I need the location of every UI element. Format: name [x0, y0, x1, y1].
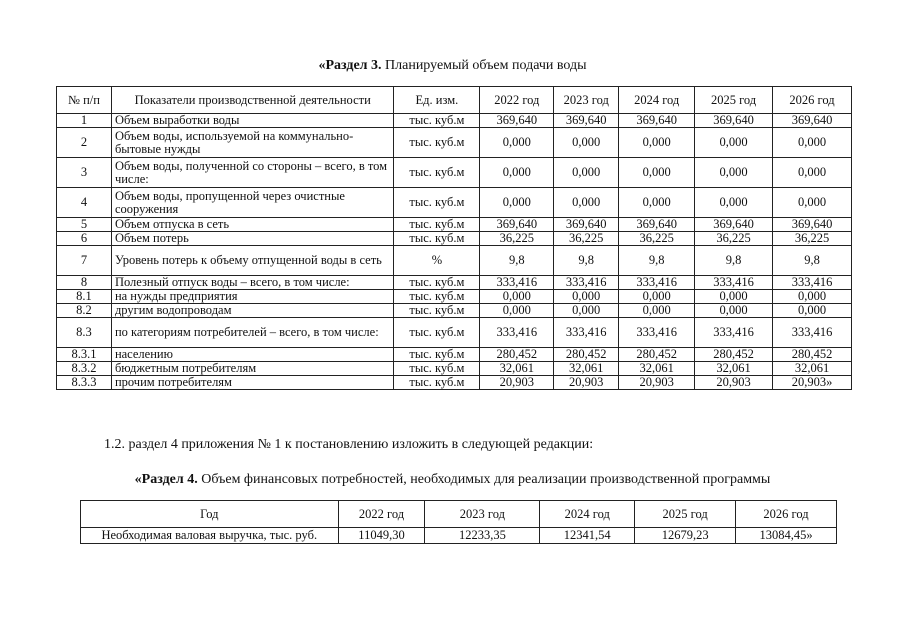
table-row	[57, 114, 852, 128]
value-cell: 280,452	[695, 348, 773, 362]
value-cell: 36,225	[695, 232, 773, 246]
section4-title	[0, 472, 905, 488]
value-cell: 9,8	[695, 246, 773, 276]
row-number: 8.3	[57, 318, 112, 348]
section3-title-rest: Планируемый объем подачи воды	[381, 58, 587, 73]
value-cell: 369,640	[619, 218, 695, 232]
row-number: 1	[57, 114, 112, 128]
table-row	[57, 376, 852, 390]
table-row	[57, 290, 852, 304]
column-header: 2023 год	[554, 87, 619, 114]
column-header: 2025 год	[635, 501, 736, 528]
table-row	[57, 348, 852, 362]
table-body	[57, 114, 852, 390]
column-header: Ед. изм.	[394, 87, 480, 114]
value-cell: 333,416	[480, 276, 554, 290]
water-supply-table	[56, 86, 852, 390]
column-header: № п/п	[57, 87, 112, 114]
value-cell: 0,000	[480, 128, 554, 158]
value-cell: 0,000	[619, 304, 695, 318]
row-number: 2	[57, 128, 112, 158]
value-cell: 12679,23	[635, 528, 736, 544]
table-row	[57, 318, 852, 348]
value-cell: 32,061	[619, 362, 695, 376]
table-row	[57, 158, 852, 188]
table-header-row	[57, 87, 852, 114]
value-cell: 280,452	[480, 348, 554, 362]
value-cell: 36,225	[480, 232, 554, 246]
value-cell: 0,000	[554, 128, 619, 158]
value-cell: 369,640	[554, 218, 619, 232]
indicator-name: Объем воды, пропущенной через очистные сооружения	[111, 188, 394, 218]
column-header: 2026 год	[773, 87, 852, 114]
value-cell: 0,000	[695, 158, 773, 188]
indicator-name: Объем выработки воды	[111, 114, 394, 128]
indicator-name: Объем потерь	[111, 232, 394, 246]
paragraph-text: 1.2. раздел 4 приложения № 1 к постановлению изложить в следующей редакции:	[104, 437, 594, 452]
value-cell: 20,903»	[773, 376, 852, 390]
table-row	[57, 246, 852, 276]
value-cell: 0,000	[695, 188, 773, 218]
indicator-name: населению	[111, 348, 394, 362]
value-cell: 0,000	[773, 188, 852, 218]
value-cell: 20,903	[554, 376, 619, 390]
column-header: 2022 год	[338, 501, 425, 528]
unit-cell: тыс. куб.м	[394, 318, 480, 348]
value-cell: 36,225	[619, 232, 695, 246]
value-cell: 280,452	[554, 348, 619, 362]
table-row	[57, 276, 852, 290]
value-cell: 280,452	[773, 348, 852, 362]
unit-cell: тыс. куб.м	[394, 304, 480, 318]
value-cell: 36,225	[554, 232, 619, 246]
value-cell: 333,416	[773, 276, 852, 290]
row-number: 8.3.1	[57, 348, 112, 362]
column-header: 2022 год	[480, 87, 554, 114]
row-label: Необходимая валовая выручка, тыс. руб.	[81, 528, 339, 544]
indicator-name: прочим потребителям	[111, 376, 394, 390]
value-cell: 0,000	[773, 158, 852, 188]
table-row	[57, 232, 852, 246]
value-cell: 369,640	[554, 114, 619, 128]
row-number: 5	[57, 218, 112, 232]
value-cell: 369,640	[773, 218, 852, 232]
value-cell: 333,416	[554, 318, 619, 348]
value-cell: 0,000	[695, 304, 773, 318]
unit-cell: тыс. куб.м	[394, 218, 480, 232]
value-cell: 0,000	[619, 158, 695, 188]
section3-title	[0, 58, 905, 74]
indicator-name: другим водопроводам	[111, 304, 394, 318]
indicator-name: по категориям потребителей – всего, в том числе:	[111, 318, 394, 348]
value-cell: 0,000	[695, 290, 773, 304]
indicator-name: Уровень потерь к объему отпущенной воды в сеть	[111, 246, 394, 276]
table-row	[81, 528, 837, 544]
table-row	[57, 362, 852, 376]
indicator-name: Полезный отпуск воды – всего, в том числе:	[111, 276, 394, 290]
row-number: 8.3.3	[57, 376, 112, 390]
column-header: 2026 год	[736, 501, 837, 528]
value-cell: 13084,45»	[736, 528, 837, 544]
value-cell: 0,000	[695, 128, 773, 158]
indicator-name: Объем воды, полученной со стороны – всего, в том числе:	[111, 158, 394, 188]
value-cell: 0,000	[480, 304, 554, 318]
value-cell: 32,061	[554, 362, 619, 376]
value-cell: 20,903	[619, 376, 695, 390]
value-cell: 0,000	[480, 188, 554, 218]
value-cell: 9,8	[619, 246, 695, 276]
unit-cell: тыс. куб.м	[394, 348, 480, 362]
unit-cell: тыс. куб.м	[394, 362, 480, 376]
value-cell: 0,000	[554, 290, 619, 304]
value-cell: 9,8	[480, 246, 554, 276]
row-number: 6	[57, 232, 112, 246]
row-number: 8.1	[57, 290, 112, 304]
value-cell: 11049,30	[338, 528, 425, 544]
value-cell: 0,000	[554, 158, 619, 188]
table-row	[57, 188, 852, 218]
value-cell: 280,452	[619, 348, 695, 362]
value-cell: 333,416	[480, 318, 554, 348]
indicator-name: на нужды предприятия	[111, 290, 394, 304]
value-cell: 9,8	[773, 246, 852, 276]
value-cell: 369,640	[619, 114, 695, 128]
value-cell: 0,000	[619, 188, 695, 218]
value-cell: 0,000	[480, 158, 554, 188]
row-number: 8	[57, 276, 112, 290]
value-cell: 333,416	[619, 318, 695, 348]
table-row	[57, 304, 852, 318]
value-cell: 369,640	[695, 218, 773, 232]
value-cell: 369,640	[695, 114, 773, 128]
value-cell: 0,000	[773, 290, 852, 304]
value-cell: 32,061	[480, 362, 554, 376]
unit-cell: тыс. куб.м	[394, 276, 480, 290]
row-number: 4	[57, 188, 112, 218]
section4-title-bold: «Раздел 4.	[134, 472, 198, 487]
section3-title-bold: «Раздел 3.	[318, 58, 382, 73]
column-header: Показатели производственной деятельности	[111, 87, 394, 114]
value-cell: 0,000	[554, 188, 619, 218]
value-cell: 333,416	[554, 276, 619, 290]
value-cell: 333,416	[695, 276, 773, 290]
value-cell: 12341,54	[540, 528, 635, 544]
value-cell: 0,000	[619, 290, 695, 304]
unit-cell: тыс. куб.м	[394, 290, 480, 304]
column-header: 2024 год	[619, 87, 695, 114]
table-row	[57, 218, 852, 232]
unit-cell: тыс. куб.м	[394, 232, 480, 246]
financial-needs-table	[80, 500, 837, 544]
value-cell: 333,416	[619, 276, 695, 290]
value-cell: 9,8	[554, 246, 619, 276]
column-header: Год	[81, 501, 339, 528]
unit-cell: тыс. куб.м	[394, 114, 480, 128]
value-cell: 369,640	[480, 218, 554, 232]
column-header: 2024 год	[540, 501, 635, 528]
value-cell: 369,640	[480, 114, 554, 128]
table-header-row	[81, 501, 837, 528]
value-cell: 369,640	[773, 114, 852, 128]
unit-cell: тыс. куб.м	[394, 188, 480, 218]
value-cell: 0,000	[619, 128, 695, 158]
column-header: 2025 год	[695, 87, 773, 114]
indicator-name: Объем отпуска в сеть	[111, 218, 394, 232]
row-number: 3	[57, 158, 112, 188]
value-cell: 20,903	[695, 376, 773, 390]
value-cell: 32,061	[695, 362, 773, 376]
value-cell: 333,416	[695, 318, 773, 348]
value-cell: 0,000	[773, 304, 852, 318]
value-cell: 0,000	[554, 304, 619, 318]
row-number: 8.3.2	[57, 362, 112, 376]
value-cell: 20,903	[480, 376, 554, 390]
value-cell: 0,000	[773, 128, 852, 158]
column-header: 2023 год	[425, 501, 540, 528]
row-number: 7	[57, 246, 112, 276]
value-cell: 12233,35	[425, 528, 540, 544]
row-number: 8.2	[57, 304, 112, 318]
unit-cell: тыс. куб.м	[394, 376, 480, 390]
value-cell: 0,000	[480, 290, 554, 304]
unit-cell: тыс. куб.м	[394, 128, 480, 158]
table-row	[57, 128, 852, 158]
value-cell: 36,225	[773, 232, 852, 246]
unit-cell: %	[394, 246, 480, 276]
section4-title-rest: Объем финансовых потребностей, необходимых для реализации производственной программы	[197, 472, 771, 487]
indicator-name: Объем воды, используемой на коммунально-бытовые нужды	[111, 128, 394, 158]
value-cell: 32,061	[773, 362, 852, 376]
indicator-name: бюджетным потребителям	[111, 362, 394, 376]
unit-cell: тыс. куб.м	[394, 158, 480, 188]
value-cell: 333,416	[773, 318, 852, 348]
